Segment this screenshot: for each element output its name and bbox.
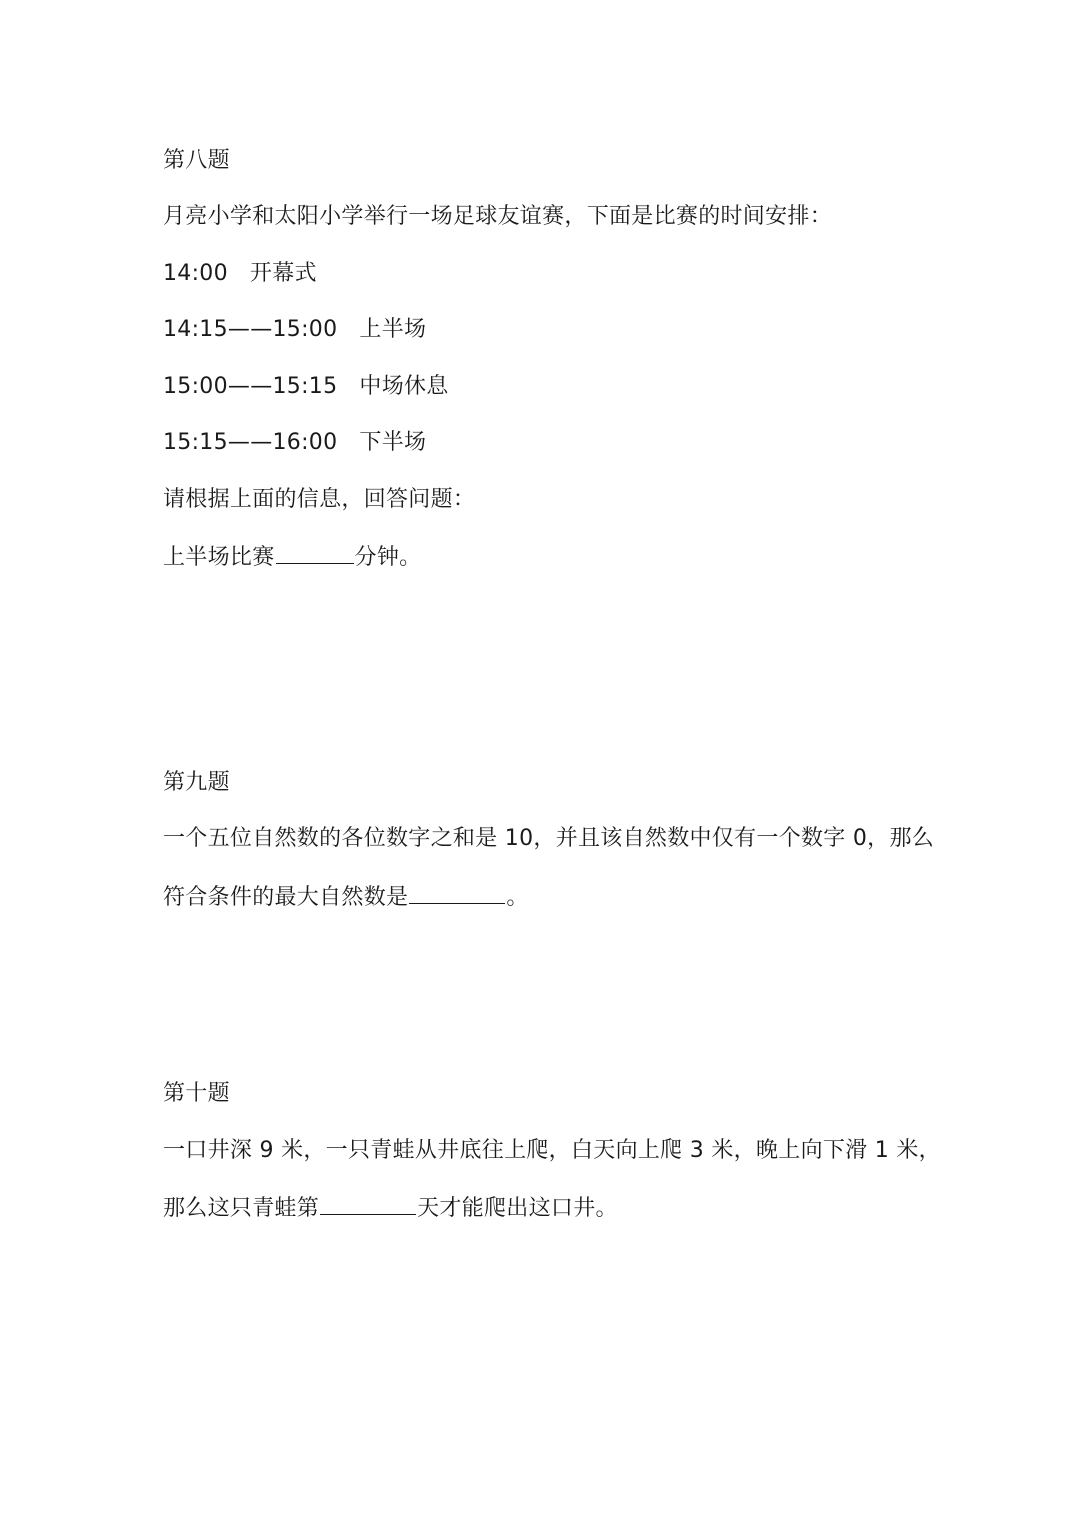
answer-blank[interactable] [320, 1192, 416, 1215]
schedule-event: 上半场 [359, 317, 427, 342]
q10-line2-before: 那么这只青蛙第 [163, 1196, 320, 1221]
schedule-event: 下半场 [359, 430, 427, 455]
schedule-time: 15:15——16:00 [163, 430, 338, 455]
schedule-row [163, 315, 426, 345]
schedule-time: 15:00——15:15 [163, 374, 338, 399]
q10-line1: 一口井深 9 米，一只青蛙从井底往上爬，白天向上爬 3 米，晚上向下滑 1 米， [163, 1138, 941, 1163]
q8-question [163, 541, 421, 573]
schedule-time: 14:00 [163, 261, 228, 286]
answer-blank[interactable] [409, 881, 505, 904]
q9-line2-after: 。 [506, 885, 529, 910]
schedule-event: 开幕式 [249, 261, 317, 286]
q9-line2 [163, 881, 529, 913]
q8-prompt: 请根据上面的信息，回答问题： [163, 487, 476, 512]
schedule-row [163, 428, 426, 458]
q8-question-after: 分钟。 [354, 545, 422, 570]
q10-line2 [163, 1192, 618, 1224]
q8-question-before: 上半场比赛 [163, 545, 275, 570]
q9-line2-before: 符合条件的最大自然数是 [163, 885, 409, 910]
q8-intro: 月亮小学和太阳小学举行一场足球友谊赛，下面是比赛的时间安排： [163, 204, 833, 229]
schedule-row [163, 372, 449, 402]
q9-line1: 一个五位自然数的各位数字之和是 10，并且该自然数中仅有一个数字 0，那么 [163, 826, 935, 851]
schedule-time: 14:15——15:00 [163, 317, 338, 342]
answer-blank[interactable] [276, 541, 354, 564]
q10-line2-after: 天才能爬出这口井。 [417, 1196, 618, 1221]
q9-title: 第九题 [163, 770, 230, 795]
q10-title: 第十题 [163, 1081, 230, 1106]
schedule-event: 中场休息 [359, 374, 449, 399]
schedule-row [163, 259, 317, 289]
q8-title: 第八题 [163, 148, 230, 173]
